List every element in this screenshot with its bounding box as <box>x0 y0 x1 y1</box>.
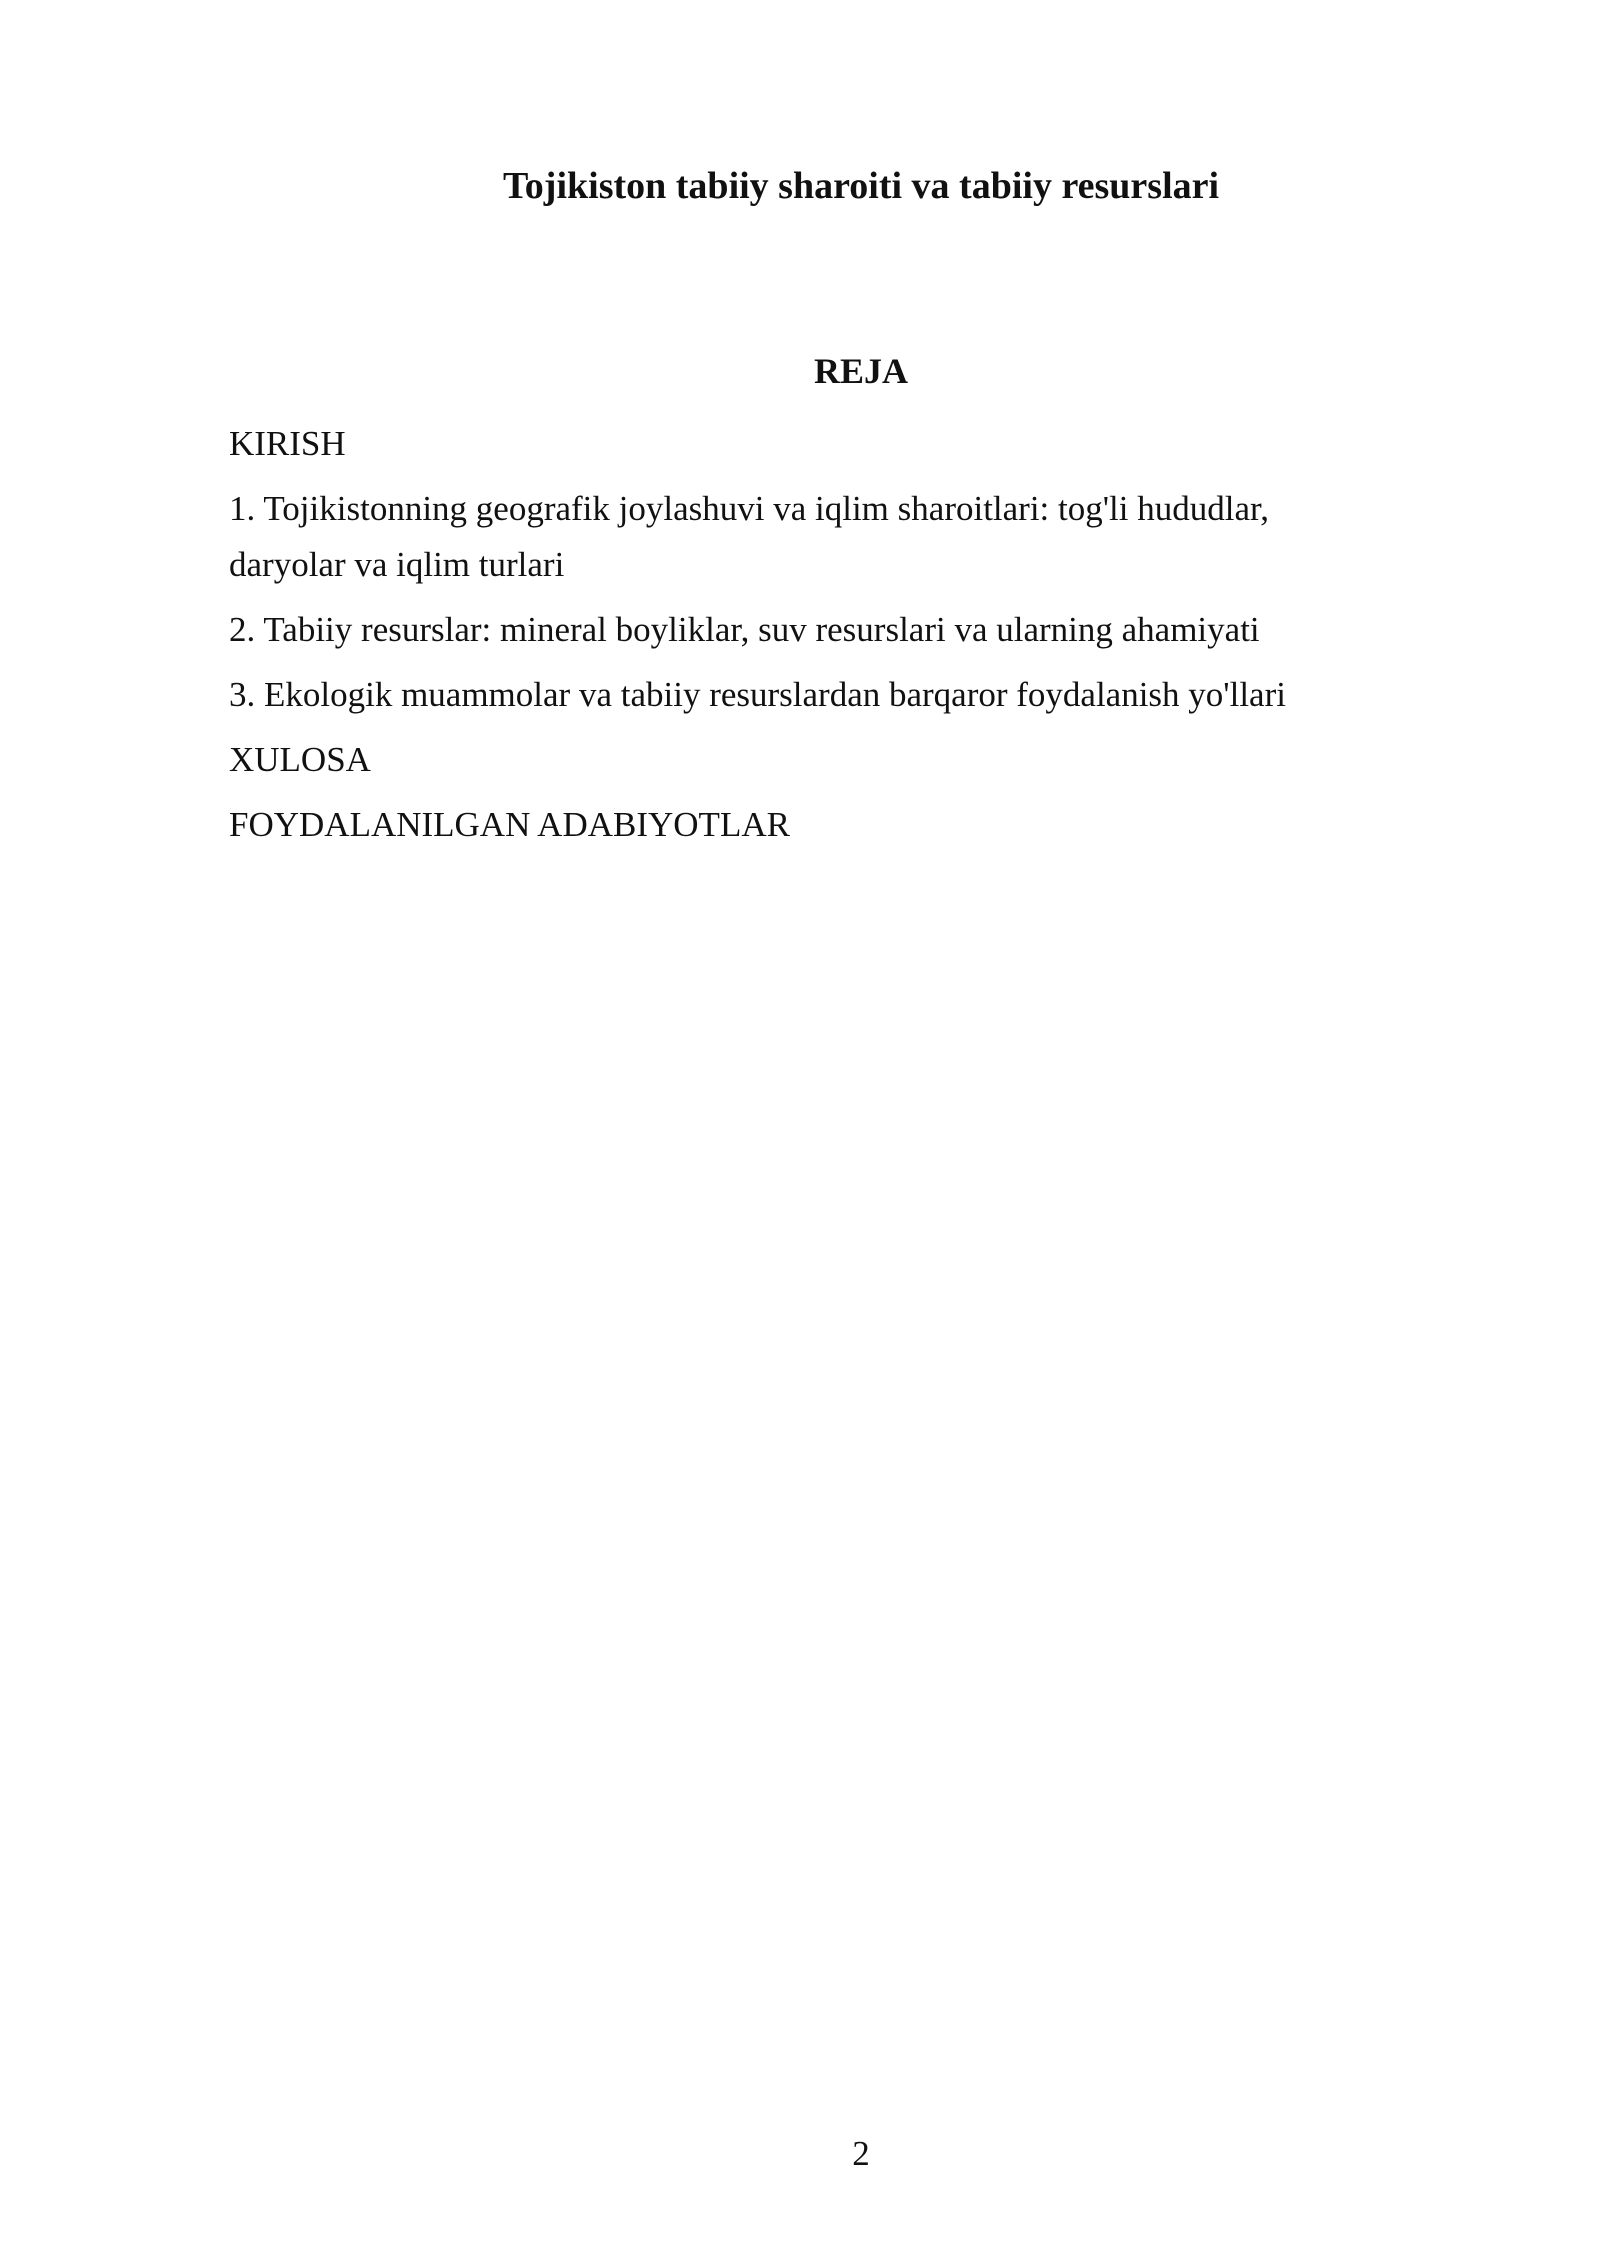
plan-item-2: 2. Tabiiy resurslar: mineral boyliklar, suv resurslari va ularning ahamiyati <box>229 610 1260 649</box>
plan-list <box>229 416 1379 862</box>
plan-item-3: 3. Ekologik muammolar va tabiiy resurslardan barqaror foydalanish yo'llari <box>229 675 1286 714</box>
plan-item-conclusion: XULOSA <box>229 740 371 779</box>
plan-item-1: 1. Tojikistonning geografik joylashuvi va iqlim sharoitlari: tog'li hududlar, daryolar va iqlim turlari <box>229 489 1270 584</box>
plan-heading: REJA <box>813 351 908 391</box>
page-number: 2 <box>852 2134 870 2173</box>
plan-item-references: FOYDALANILGAN ADABIYOTLAR <box>229 805 790 844</box>
document-title: Tojikiston tabiiy sharoiti va tabiiy resurslari <box>502 165 1220 207</box>
plan-item-intro: KIRISH <box>229 424 346 463</box>
